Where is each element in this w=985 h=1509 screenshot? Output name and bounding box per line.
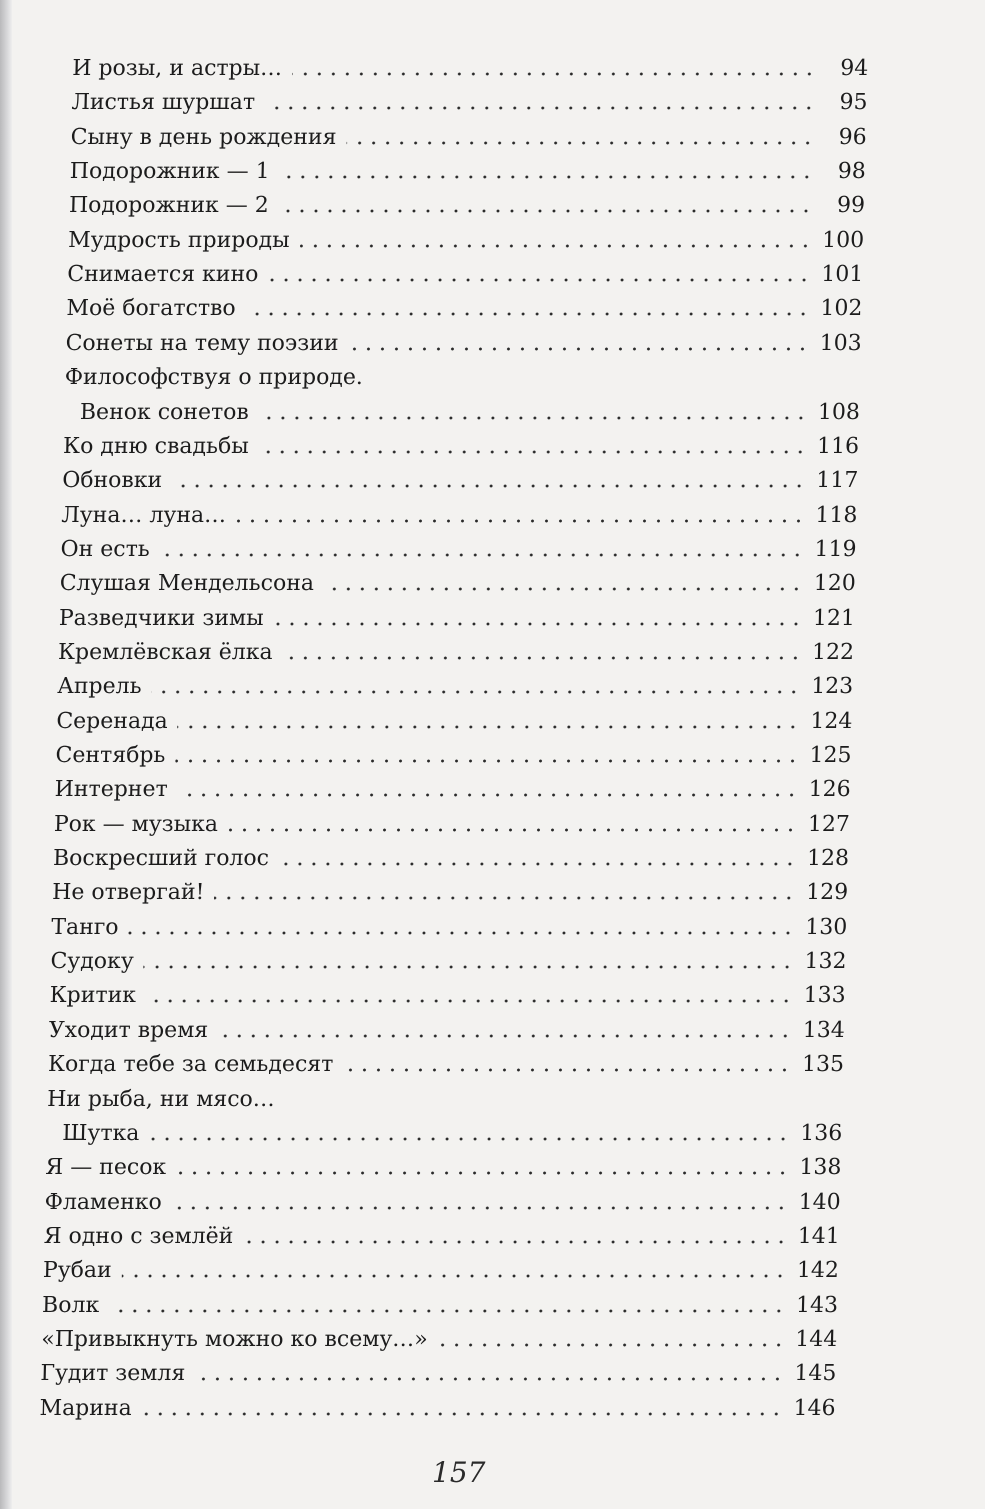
toc-entry-page: 143 — [795, 1292, 839, 1318]
toc-entry — [61, 499, 858, 529]
dot-leader — [151, 689, 801, 695]
toc-entry — [71, 86, 868, 116]
toc-entry — [70, 121, 867, 151]
dot-leader — [109, 1308, 786, 1314]
toc-entry-title: Когда тебе за семьдесят — [47, 1052, 334, 1078]
toc-entry — [54, 773, 851, 803]
toc-entry-page: 123 — [810, 674, 854, 700]
toc-entry-page: 101 — [820, 262, 864, 288]
toc-entry — [51, 911, 848, 941]
toc-entry — [39, 1392, 836, 1422]
toc-entry-title: Моё богатство — [66, 296, 236, 322]
toc-entry-title: Подорожник — 2 — [68, 193, 270, 219]
toc-entry — [57, 670, 854, 700]
toc-entry-title: Кремлёвская ёлка — [57, 639, 273, 665]
dot-leader — [144, 964, 795, 970]
toc-entry — [50, 945, 847, 975]
dot-leader — [236, 518, 805, 524]
dot-leader — [160, 552, 805, 558]
toc-entry-title: Танго — [51, 914, 119, 940]
dot-leader — [268, 277, 811, 283]
dot-leader — [146, 998, 794, 1004]
toc-entry-title: Луна… луна… — [61, 502, 227, 528]
toc-entry-page: 102 — [820, 296, 863, 322]
toc-entry-page: 96 — [838, 124, 867, 150]
dot-leader — [172, 1205, 789, 1211]
toc-entry — [52, 876, 849, 906]
toc-entry-page: 141 — [797, 1223, 841, 1249]
dot-leader — [343, 1067, 792, 1073]
dot-leader — [176, 1170, 789, 1176]
toc-entry-title: Ни рыба, ни мясо… — [46, 1086, 276, 1112]
toc-entry-title: Интернет — [54, 777, 168, 803]
dot-leader — [259, 415, 808, 421]
toc-entry-title: Воскресший голос — [52, 846, 270, 872]
toc-entry-title: Не отвергай! — [51, 880, 205, 906]
dot-leader — [265, 105, 816, 111]
dot-leader — [172, 483, 806, 489]
toc-entry — [42, 1289, 839, 1319]
toc-entry-page: 103 — [819, 330, 862, 356]
page-number: 157 — [432, 1456, 486, 1489]
dot-leader — [243, 1239, 788, 1245]
dot-leader — [282, 655, 802, 661]
dot-leader — [195, 1376, 784, 1382]
toc-entry — [54, 808, 851, 838]
toc-entry-title: Слушая Мендельсона — [59, 571, 315, 597]
dot-leader — [245, 311, 810, 317]
toc-entry-title: Волк — [41, 1292, 100, 1318]
dot-leader — [292, 71, 816, 77]
dot-leader — [214, 895, 796, 901]
toc-entry-title: Серенада — [56, 708, 169, 734]
dot-leader — [279, 861, 797, 867]
toc-entry-page: 128 — [806, 846, 850, 872]
toc-entry-page: 126 — [808, 777, 852, 803]
toc-entry — [59, 602, 856, 632]
toc-entry-title: Уходит время — [48, 1017, 209, 1043]
toc-entry — [64, 361, 861, 391]
dot-leader — [228, 827, 798, 833]
toc-entry-page: 108 — [817, 399, 861, 425]
dot-leader — [175, 758, 799, 764]
toc-entry — [43, 1220, 840, 1250]
toc-entry — [60, 533, 857, 563]
toc-entry-title: «Привыкнуть можно ко всему…» — [40, 1326, 429, 1352]
toc-entry-page: 136 — [799, 1120, 843, 1146]
dot-leader — [142, 1411, 784, 1417]
toc-entry — [48, 1014, 845, 1044]
toc-entry-title: И розы, и астры… — [72, 56, 283, 81]
toc-entry-page: 145 — [794, 1361, 837, 1387]
toc-entry — [40, 1357, 837, 1387]
toc-entry-page: 120 — [813, 571, 857, 597]
dot-leader — [273, 621, 802, 627]
toc-entry-title: Фламенко — [44, 1189, 163, 1215]
toc-entry-title: Он есть — [60, 536, 151, 562]
toc-entry — [62, 1117, 843, 1147]
toc-entry-page: 122 — [811, 639, 855, 665]
toc-entry-title: Сыну в день рождения — [70, 124, 337, 150]
toc-entry-page: 135 — [801, 1052, 845, 1078]
toc-entry-page: 130 — [805, 914, 848, 940]
toc-entry-page: 117 — [815, 468, 859, 494]
dot-leader — [259, 449, 807, 455]
toc-entry-title: Венок сонетов — [79, 399, 250, 425]
toc-entry-page: 118 — [815, 502, 858, 528]
toc-entry-page: 125 — [809, 743, 852, 768]
toc-entry — [66, 292, 863, 322]
toc-entry — [65, 327, 862, 357]
toc-entry-page: 134 — [802, 1017, 846, 1043]
toc-entry-title: Апрель — [56, 674, 142, 700]
toc-entry-title: Сонеты на тему поэзии — [65, 330, 339, 356]
toc-entry-page: 119 — [814, 536, 857, 562]
toc-entry-title: Обновки — [61, 468, 163, 494]
dot-leader — [149, 1136, 790, 1142]
toc-entry-title: Ко дню свадьбы — [62, 433, 250, 459]
toc-entry — [62, 464, 859, 494]
dot-leader — [122, 1273, 787, 1279]
toc-entry-page: 133 — [803, 983, 846, 1009]
toc-entry-title: Я — песок — [45, 1155, 167, 1181]
toc-entry-title: Судоку — [50, 949, 135, 975]
toc-entry — [48, 1048, 845, 1078]
toc-entry-title: Рок — музыка — [53, 811, 219, 837]
toc-entry — [47, 1083, 844, 1113]
toc-entry — [44, 1186, 841, 1216]
toc-entry-page: 129 — [805, 880, 849, 906]
toc-entry-page: 142 — [796, 1258, 840, 1284]
toc-entry — [69, 155, 866, 185]
toc-entry — [80, 396, 861, 426]
toc-entry-title: Философствуя о природе. — [64, 365, 364, 391]
toc-entry-page: 140 — [798, 1189, 841, 1215]
toc-entry — [49, 979, 846, 1009]
toc-entry-page: 100 — [821, 227, 865, 253]
toc-entry-title: Шутка — [61, 1120, 140, 1146]
dot-leader — [128, 930, 795, 936]
toc-entry-page: 146 — [793, 1395, 836, 1421]
toc-entry — [53, 842, 850, 872]
dot-leader — [324, 586, 804, 592]
dot-leader — [438, 1342, 786, 1348]
toc-entry-page: 127 — [807, 811, 851, 837]
toc-entry-title: Я одно с землёй — [43, 1223, 234, 1249]
toc-entry — [58, 636, 855, 666]
toc-entry — [69, 189, 866, 219]
toc-entry — [43, 1254, 840, 1284]
toc-entry — [68, 224, 865, 254]
toc-entry-page: 132 — [804, 949, 847, 975]
toc-entry — [72, 52, 869, 82]
dot-leader — [279, 174, 813, 180]
toc-entry-page: 116 — [816, 433, 860, 459]
toc-entry — [45, 1151, 842, 1181]
dot-leader — [348, 346, 809, 352]
toc-entry-title: Гудит земля — [40, 1361, 186, 1387]
dot-leader — [177, 792, 798, 798]
toc-entry — [59, 567, 856, 597]
toc-entry-page: 95 — [839, 90, 868, 116]
toc-entry-title: Мудрость природы — [67, 227, 291, 253]
toc-entry-title: Листья шуршат — [71, 90, 256, 116]
toc-entry-title: Снимается кино — [66, 262, 259, 288]
dot-leader — [346, 140, 814, 146]
toc-entry-title: Подорожник — 1 — [69, 159, 270, 185]
toc-entry-page: 98 — [837, 159, 867, 185]
toc-entry-title: Рубаи — [42, 1258, 113, 1284]
toc-entry-page: 94 — [840, 56, 869, 81]
dot-leader — [279, 208, 813, 214]
toc-entry-title: Марина — [39, 1395, 133, 1421]
toc-entry-page: 99 — [836, 193, 866, 219]
toc-entry-title: Разведчики зимы — [58, 605, 264, 631]
toc-entry-title: Критик — [49, 983, 137, 1009]
toc-entry-page: 144 — [794, 1326, 838, 1352]
dot-leader — [300, 243, 813, 249]
toc-entry-page: 121 — [812, 605, 856, 631]
toc-entry — [41, 1323, 838, 1353]
toc-entry — [55, 739, 852, 769]
toc-entry-title: Сентябрь — [55, 743, 166, 768]
toc-entry-page: 138 — [799, 1155, 842, 1181]
toc-entry — [56, 705, 853, 735]
toc-entry-page: 124 — [810, 708, 853, 734]
dot-leader — [218, 1033, 793, 1039]
dot-leader — [178, 724, 801, 730]
toc-entry — [63, 430, 860, 460]
toc-entry — [67, 258, 864, 288]
